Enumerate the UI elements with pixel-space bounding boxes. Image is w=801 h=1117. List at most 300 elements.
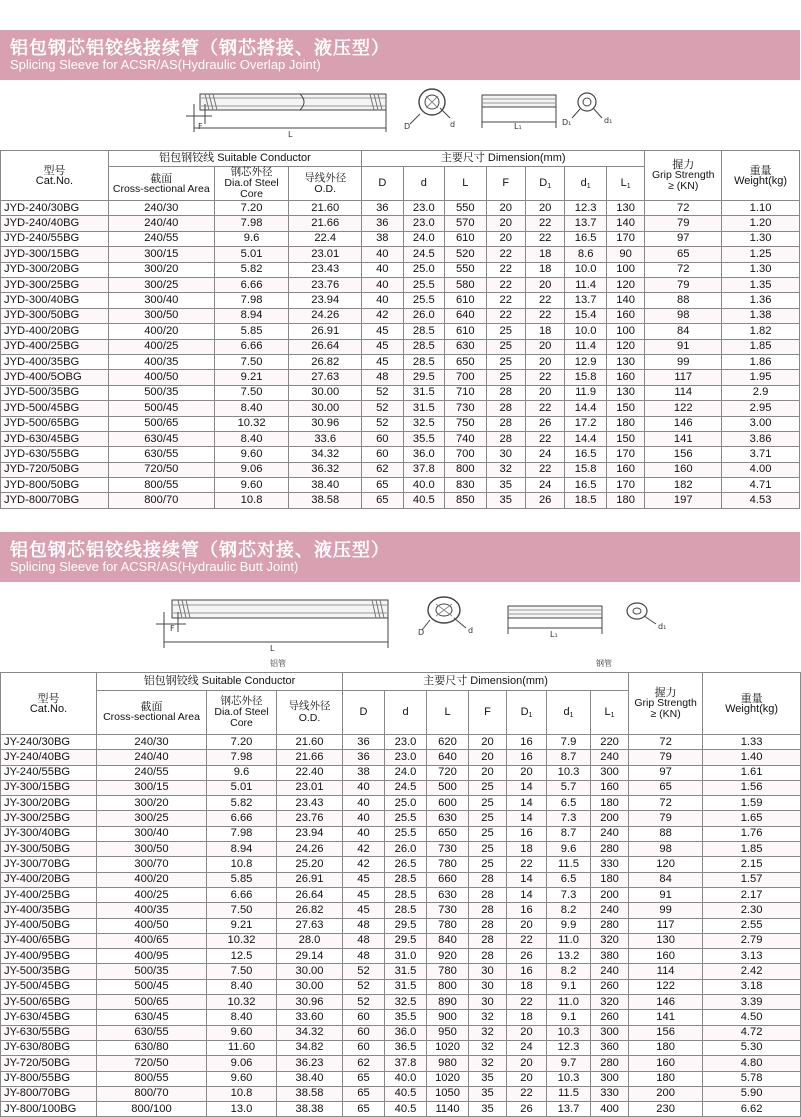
cell-od: 23.76 bbox=[289, 278, 362, 293]
cell-d1: 6.5 bbox=[547, 796, 591, 811]
cell-L1: 100 bbox=[606, 262, 644, 277]
cell-cat-no: JYD-300/20BG bbox=[1, 262, 109, 277]
cell-L1: 90 bbox=[606, 247, 644, 262]
cell-od: 23.01 bbox=[289, 247, 362, 262]
table-row bbox=[1, 431, 800, 446]
cell-L1: 180 bbox=[591, 796, 629, 811]
header-grip-unit: ≥ (KN) bbox=[668, 180, 699, 193]
cell-core-dia: 8.40 bbox=[214, 431, 289, 446]
cell-od: 30.00 bbox=[289, 385, 362, 400]
header-core-dia bbox=[214, 167, 289, 201]
cell-weight: 3.39 bbox=[703, 995, 801, 1010]
cell-L1: 320 bbox=[591, 933, 629, 948]
fig1-label-d-inner: d bbox=[450, 120, 456, 129]
cell-D1: 20 bbox=[507, 918, 547, 933]
cell-weight: 1.82 bbox=[722, 324, 800, 339]
cell-d: 32.5 bbox=[385, 995, 427, 1010]
cell-L: 780 bbox=[427, 964, 469, 979]
cell-d: 23.0 bbox=[385, 735, 427, 750]
cell-cross-section: 240/55 bbox=[97, 765, 207, 780]
cell-L: 550 bbox=[445, 201, 487, 216]
cell-weight: 1.25 bbox=[722, 247, 800, 262]
cell-d1: 11.0 bbox=[547, 995, 591, 1010]
cell-cross-section: 300/50 bbox=[97, 842, 207, 857]
cell-cat-no: JYD-240/40BG bbox=[1, 216, 109, 231]
cell-L: 580 bbox=[445, 278, 487, 293]
cell-cat-no: JYD-240/55BG bbox=[1, 231, 109, 246]
cell-grip: 99 bbox=[645, 354, 722, 369]
header-cross-cn: 截面 bbox=[150, 171, 173, 185]
cell-core-dia: 7.50 bbox=[207, 903, 277, 918]
header2-d1-sub: 1 bbox=[569, 711, 574, 719]
cell-od: 38.58 bbox=[277, 1086, 343, 1101]
cell-core-dia: 6.66 bbox=[214, 339, 289, 354]
cell-cat-no: JYD-400/25BG bbox=[1, 339, 109, 354]
cell-D1: 22 bbox=[507, 857, 547, 872]
cell-cat-no: JYD-500/35BG bbox=[1, 385, 109, 400]
cell-grip: 122 bbox=[629, 979, 703, 994]
cell-grip: 156 bbox=[629, 1025, 703, 1040]
cell-L1: 240 bbox=[591, 903, 629, 918]
cell-cross-section: 500/45 bbox=[97, 979, 207, 994]
cell-L1: 140 bbox=[606, 293, 644, 308]
cell-D1: 18 bbox=[525, 324, 564, 339]
cell-D1: 18 bbox=[507, 842, 547, 857]
cell-grip: 114 bbox=[629, 964, 703, 979]
cell-d: 31.0 bbox=[385, 949, 427, 964]
header2-core-dia bbox=[207, 691, 277, 735]
header2-F: F bbox=[469, 691, 507, 735]
cell-F: 32 bbox=[469, 1025, 507, 1040]
cell-L1: 400 bbox=[591, 1102, 629, 1117]
cell-weight: 2.9 bbox=[722, 385, 800, 400]
cell-L: 630 bbox=[427, 887, 469, 902]
cell-D1: 26 bbox=[525, 416, 564, 431]
cell-d1: 9.1 bbox=[547, 979, 591, 994]
cell-weight: 2.42 bbox=[703, 964, 801, 979]
cell-cross-section: 240/40 bbox=[97, 750, 207, 765]
cell-D: 52 bbox=[362, 416, 404, 431]
cell-L: 800 bbox=[427, 979, 469, 994]
cell-L: 700 bbox=[445, 370, 487, 385]
cell-d1: 7.3 bbox=[547, 811, 591, 826]
fig1-label-l1: L₁ bbox=[514, 122, 522, 131]
cell-weight: 1.30 bbox=[722, 262, 800, 277]
cell-D: 40 bbox=[362, 278, 404, 293]
cell-od: 24.26 bbox=[277, 842, 343, 857]
cell-d: 31.5 bbox=[385, 964, 427, 979]
cell-core-dia: 9.60 bbox=[207, 1071, 277, 1086]
cell-D: 42 bbox=[362, 308, 404, 323]
cell-d: 37.8 bbox=[385, 1056, 427, 1071]
header-grip-cn: 握力 bbox=[672, 158, 695, 171]
butt-joint-diagram bbox=[0, 586, 800, 670]
cell-D1: 18 bbox=[525, 262, 564, 277]
cell-od: 38.58 bbox=[289, 493, 362, 508]
cell-L1: 300 bbox=[591, 765, 629, 780]
cell-od: 36.23 bbox=[277, 1056, 343, 1071]
cell-D1: 22 bbox=[507, 1086, 547, 1101]
cell-weight: 1.38 bbox=[722, 308, 800, 323]
cell-grip: 156 bbox=[645, 447, 722, 462]
cell-grip: 79 bbox=[645, 216, 722, 231]
cell-cat-no: JY-400/50BG bbox=[1, 918, 97, 933]
cell-F: 28 bbox=[469, 918, 507, 933]
cell-L: 1050 bbox=[427, 1086, 469, 1101]
cell-grip: 160 bbox=[629, 1056, 703, 1071]
cell-weight: 4.50 bbox=[703, 1010, 801, 1025]
cell-cat-no: JY-630/45BG bbox=[1, 1010, 97, 1025]
cell-cat-no: JYD-400/20BG bbox=[1, 324, 109, 339]
cell-cross-section: 800/70 bbox=[97, 1086, 207, 1101]
header2-d: d bbox=[385, 691, 427, 735]
cell-d: 28.5 bbox=[385, 887, 427, 902]
cell-weight: 1.56 bbox=[703, 780, 801, 795]
cell-weight: 1.65 bbox=[703, 811, 801, 826]
cell-weight: 1.33 bbox=[703, 735, 801, 750]
cell-grip: 79 bbox=[629, 811, 703, 826]
cell-D: 45 bbox=[343, 887, 385, 902]
table-row bbox=[1, 216, 800, 231]
cell-F: 22 bbox=[486, 293, 525, 308]
cell-grip: 65 bbox=[629, 780, 703, 795]
cell-od: 23.43 bbox=[277, 796, 343, 811]
cell-weight: 1.59 bbox=[703, 796, 801, 811]
cell-L: 620 bbox=[427, 735, 469, 750]
cell-d: 24.5 bbox=[403, 247, 445, 262]
header2-model-en: Cat.No. bbox=[29, 702, 68, 715]
table-row bbox=[1, 780, 801, 795]
cell-d1: 11.5 bbox=[547, 857, 591, 872]
cell-L1: 200 bbox=[591, 811, 629, 826]
cell-L1: 300 bbox=[591, 1071, 629, 1086]
cell-cat-no: JYD-400/5OBG bbox=[1, 370, 109, 385]
cell-D1: 14 bbox=[507, 796, 547, 811]
cell-D: 48 bbox=[343, 918, 385, 933]
cell-weight: 4.53 bbox=[722, 493, 800, 508]
cell-D1: 14 bbox=[507, 811, 547, 826]
cell-core-dia: 6.66 bbox=[207, 887, 277, 902]
cell-L: 660 bbox=[427, 872, 469, 887]
cell-d: 25.5 bbox=[403, 278, 445, 293]
cell-cat-no: JYD-500/65BG bbox=[1, 416, 109, 431]
cell-D: 60 bbox=[343, 1010, 385, 1025]
cell-grip: 97 bbox=[629, 765, 703, 780]
cell-grip: 230 bbox=[629, 1102, 703, 1117]
cell-cat-no: JYD-300/25BG bbox=[1, 278, 109, 293]
cell-d: 24.5 bbox=[385, 780, 427, 795]
cell-d: 28.5 bbox=[403, 354, 445, 369]
cell-core-dia: 5.85 bbox=[214, 324, 289, 339]
header2-grip-unit: ≥ (KN) bbox=[650, 708, 681, 720]
cell-core-dia: 9.60 bbox=[207, 1025, 277, 1040]
header2-L1-text: L bbox=[604, 705, 611, 718]
section1-title-banner bbox=[0, 30, 800, 80]
cell-grip: 84 bbox=[645, 324, 722, 339]
cell-grip: 120 bbox=[629, 857, 703, 872]
cell-d: 23.0 bbox=[385, 750, 427, 765]
cell-weight: 3.86 bbox=[722, 431, 800, 446]
fig2-label-f: F bbox=[170, 624, 175, 633]
cell-d: 40.5 bbox=[403, 493, 445, 508]
cell-grip: 91 bbox=[629, 887, 703, 902]
cell-D1: 20 bbox=[507, 1056, 547, 1071]
cell-D: 38 bbox=[343, 765, 385, 780]
overlap-joint-table-body bbox=[1, 201, 800, 509]
cell-d1: 8.7 bbox=[547, 826, 591, 841]
cell-D1: 14 bbox=[507, 780, 547, 795]
header2-D: D bbox=[343, 691, 385, 735]
cell-d1: 10.0 bbox=[565, 262, 607, 277]
cell-L1: 120 bbox=[606, 278, 644, 293]
header2-core-en2: Core bbox=[230, 717, 253, 729]
butt-joint-drawing bbox=[0, 586, 800, 670]
table-row bbox=[1, 842, 801, 857]
cell-cat-no: JY-400/65BG bbox=[1, 933, 97, 948]
cell-core-dia: 9.6 bbox=[214, 231, 289, 246]
cell-L1: 260 bbox=[591, 979, 629, 994]
cell-d: 36.0 bbox=[403, 447, 445, 462]
cell-D: 48 bbox=[343, 949, 385, 964]
cell-F: 35 bbox=[469, 1102, 507, 1117]
cell-core-dia: 11.60 bbox=[207, 1040, 277, 1055]
cell-L1: 240 bbox=[591, 964, 629, 979]
cell-cat-no: JYD-300/40BG bbox=[1, 293, 109, 308]
cell-d: 28.5 bbox=[385, 903, 427, 918]
header-conductor: 铝包钢铰线 Suitable Conductor bbox=[108, 151, 361, 167]
cell-D: 52 bbox=[362, 385, 404, 400]
cell-L: 950 bbox=[427, 1025, 469, 1040]
cell-F: 28 bbox=[486, 385, 525, 400]
table-row bbox=[1, 887, 801, 902]
cell-L1: 160 bbox=[606, 370, 644, 385]
cell-core-dia: 10.8 bbox=[207, 1086, 277, 1101]
cell-D: 36 bbox=[343, 750, 385, 765]
table-row bbox=[1, 462, 800, 477]
cell-weight: 3.13 bbox=[703, 949, 801, 964]
cell-d: 26.0 bbox=[403, 308, 445, 323]
cell-L: 720 bbox=[427, 765, 469, 780]
cell-d: 37.8 bbox=[403, 462, 445, 477]
cell-d: 23.0 bbox=[403, 201, 445, 216]
cell-cross-section: 630/55 bbox=[108, 447, 214, 462]
cell-L: 730 bbox=[427, 903, 469, 918]
cell-F: 22 bbox=[486, 262, 525, 277]
cell-L: 630 bbox=[445, 339, 487, 354]
cell-F: 32 bbox=[486, 462, 525, 477]
cell-core-dia: 9.06 bbox=[214, 462, 289, 477]
cell-D: 52 bbox=[343, 995, 385, 1010]
header2-cross-section bbox=[97, 691, 207, 735]
table-row bbox=[1, 811, 801, 826]
cell-F: 20 bbox=[486, 231, 525, 246]
cell-L: 700 bbox=[445, 447, 487, 462]
table-row bbox=[1, 995, 801, 1010]
section2-title-banner bbox=[0, 532, 800, 582]
fig2-label-d-outer: D bbox=[418, 628, 425, 637]
cell-L1: 300 bbox=[591, 1025, 629, 1040]
header2-D1-sub: 1 bbox=[528, 711, 533, 719]
header2-cross-cn: 截面 bbox=[140, 700, 163, 714]
overlap-joint-diagram bbox=[0, 84, 800, 148]
cell-F: 32 bbox=[469, 1010, 507, 1025]
cell-cross-section: 400/25 bbox=[97, 887, 207, 902]
cell-D1: 14 bbox=[507, 872, 547, 887]
cell-core-dia: 5.01 bbox=[207, 780, 277, 795]
cell-L: 750 bbox=[445, 416, 487, 431]
cell-grip: 114 bbox=[645, 385, 722, 400]
cell-d1: 13.7 bbox=[565, 293, 607, 308]
header-D1-sub: 1 bbox=[547, 182, 552, 190]
cell-d: 29.5 bbox=[403, 370, 445, 385]
cell-cat-no: JY-800/100BG bbox=[1, 1102, 97, 1117]
cell-cross-section: 400/35 bbox=[97, 903, 207, 918]
cell-od: 21.66 bbox=[289, 216, 362, 231]
cell-core-dia: 6.66 bbox=[214, 278, 289, 293]
cell-cat-no: JY-240/30BG bbox=[1, 735, 97, 750]
cell-od: 26.91 bbox=[289, 324, 362, 339]
cell-grip: 72 bbox=[629, 796, 703, 811]
cell-core-dia: 7.50 bbox=[214, 385, 289, 400]
table-row bbox=[1, 416, 800, 431]
fig1-label-d-outer: D bbox=[404, 122, 411, 131]
overlap-joint-drawing bbox=[0, 84, 800, 148]
cell-D1: 16 bbox=[507, 735, 547, 750]
cell-L1: 180 bbox=[606, 493, 644, 508]
cell-core-dia: 8.40 bbox=[214, 401, 289, 416]
section1-title-cn: 铝包钢芯铝铰线接续管（钢芯搭接、液压型） bbox=[10, 38, 390, 59]
cell-d1: 9.7 bbox=[547, 1056, 591, 1071]
cell-d1: 14.4 bbox=[565, 431, 607, 446]
cell-od: 30.00 bbox=[277, 979, 343, 994]
cell-D1: 22 bbox=[525, 231, 564, 246]
header2-grip bbox=[629, 673, 703, 735]
cell-F: 35 bbox=[486, 478, 525, 493]
header-D1-text: D bbox=[539, 176, 548, 189]
cell-core-dia: 9.06 bbox=[207, 1056, 277, 1071]
table-row bbox=[1, 385, 800, 400]
cell-F: 28 bbox=[469, 887, 507, 902]
table-row bbox=[1, 918, 801, 933]
cell-cat-no: JYD-630/45BG bbox=[1, 431, 109, 446]
cell-F: 20 bbox=[469, 750, 507, 765]
header-weight bbox=[722, 151, 800, 201]
cell-d1: 9.6 bbox=[547, 842, 591, 857]
cell-F: 22 bbox=[486, 247, 525, 262]
header-cross-section bbox=[108, 167, 214, 201]
table-row bbox=[1, 370, 800, 385]
cell-D1: 20 bbox=[525, 201, 564, 216]
header2-core-cn: 钢芯外径 bbox=[220, 694, 263, 707]
section1-title-en: Splicing Sleeve for ACSR/AS(Hydraulic Overlap Joint) bbox=[10, 57, 321, 72]
cell-L1: 170 bbox=[606, 231, 644, 246]
cell-L1: 240 bbox=[591, 826, 629, 841]
cell-cross-section: 300/25 bbox=[97, 811, 207, 826]
header2-dimension: 主要尺寸 Dimension(mm) bbox=[343, 673, 629, 691]
table-row bbox=[1, 278, 800, 293]
cell-d: 32.5 bbox=[403, 416, 445, 431]
header-weight-cn: 重量 bbox=[749, 163, 772, 177]
header2-L1 bbox=[591, 691, 629, 735]
header2-grip-en: Grip Strength bbox=[634, 696, 697, 709]
header2-core-en1: Dia.of Steel bbox=[214, 705, 269, 718]
cell-L: 600 bbox=[427, 796, 469, 811]
cell-d1: 7.9 bbox=[547, 735, 591, 750]
cell-D: 36 bbox=[343, 735, 385, 750]
cell-F: 30 bbox=[469, 995, 507, 1010]
cell-weight: 2.15 bbox=[703, 857, 801, 872]
cell-cat-no: JY-400/95BG bbox=[1, 949, 97, 964]
cell-core-dia: 10.32 bbox=[214, 416, 289, 431]
cell-F: 25 bbox=[486, 339, 525, 354]
header-od-cn: 导线外径 bbox=[304, 171, 347, 184]
cell-F: 28 bbox=[469, 872, 507, 887]
cell-od: 27.63 bbox=[289, 370, 362, 385]
cell-core-dia: 9.6 bbox=[207, 765, 277, 780]
cell-cat-no: JY-400/35BG bbox=[1, 903, 97, 918]
cell-core-dia: 5.82 bbox=[207, 796, 277, 811]
header2-weight-cn: 重量 bbox=[740, 691, 763, 705]
cell-cross-section: 500/35 bbox=[97, 964, 207, 979]
cell-cross-section: 630/45 bbox=[108, 431, 214, 446]
table-row bbox=[1, 447, 800, 462]
cell-core-dia: 5.82 bbox=[214, 262, 289, 277]
table-row bbox=[1, 765, 801, 780]
cell-weight: 5.78 bbox=[703, 1071, 801, 1086]
cell-d1: 16.5 bbox=[565, 231, 607, 246]
header-core-en1: Dia.of Steel bbox=[224, 177, 279, 190]
cell-L: 980 bbox=[427, 1056, 469, 1071]
cell-D1: 22 bbox=[525, 401, 564, 416]
cell-L1: 140 bbox=[606, 216, 644, 231]
cell-L: 640 bbox=[445, 308, 487, 323]
cell-d1: 6.5 bbox=[547, 872, 591, 887]
cell-weight: 1.10 bbox=[722, 201, 800, 216]
cell-F: 28 bbox=[469, 949, 507, 964]
cell-d: 26.0 bbox=[385, 842, 427, 857]
cell-d: 25.5 bbox=[403, 293, 445, 308]
cell-F: 20 bbox=[486, 201, 525, 216]
cell-core-dia: 9.21 bbox=[207, 918, 277, 933]
header-cross-en: Cross-sectional Area bbox=[112, 182, 210, 195]
table-row bbox=[1, 979, 801, 994]
cell-L1: 170 bbox=[606, 478, 644, 493]
cell-D: 45 bbox=[343, 903, 385, 918]
table-row bbox=[1, 826, 801, 841]
cell-D: 40 bbox=[343, 811, 385, 826]
cell-D1: 16 bbox=[507, 826, 547, 841]
cell-grip: 180 bbox=[629, 1040, 703, 1055]
header2-conductor: 铝包钢铰线 Suitable Conductor bbox=[97, 673, 343, 691]
cell-grip: 79 bbox=[629, 750, 703, 765]
table-row bbox=[1, 857, 801, 872]
cell-od: 34.82 bbox=[277, 1040, 343, 1055]
cell-od: 26.64 bbox=[289, 339, 362, 354]
cell-D1: 26 bbox=[507, 1102, 547, 1117]
cell-F: 20 bbox=[486, 216, 525, 231]
cell-D1: 20 bbox=[525, 354, 564, 369]
cell-core-dia: 7.98 bbox=[207, 826, 277, 841]
cell-weight: 1.40 bbox=[703, 750, 801, 765]
cell-L1: 100 bbox=[606, 324, 644, 339]
cell-D: 65 bbox=[343, 1102, 385, 1117]
cell-F: 32 bbox=[469, 1056, 507, 1071]
cell-od: 34.32 bbox=[277, 1025, 343, 1040]
cell-cat-no: JY-300/40BG bbox=[1, 826, 97, 841]
cell-d1: 11.4 bbox=[565, 339, 607, 354]
cell-D1: 26 bbox=[525, 493, 564, 508]
cell-cross-section: 400/25 bbox=[108, 339, 214, 354]
